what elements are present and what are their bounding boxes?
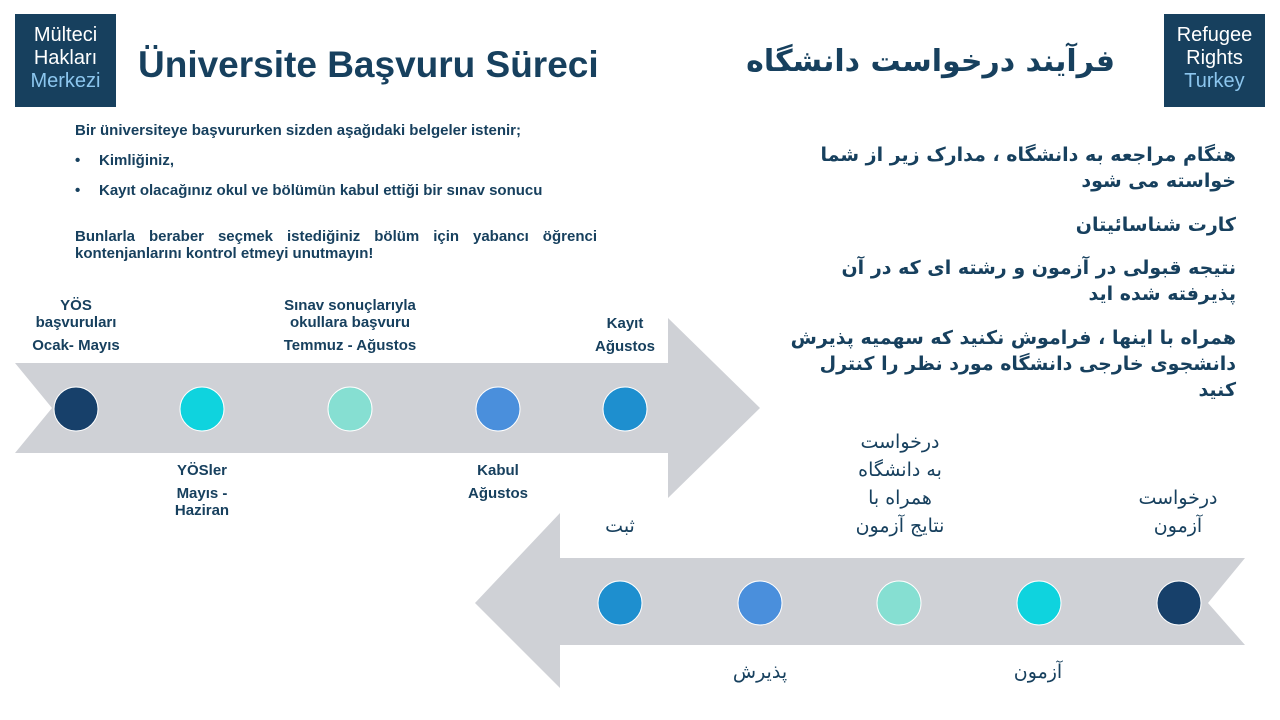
timeline-step-marker [603,387,647,431]
label-line: YÖSler [176,462,228,479]
tr-timeline-label [575,312,675,358]
logo-line: Rights [1186,47,1243,69]
label-line: آزمون [1013,661,1063,683]
label-line: به دانشگاه [858,459,942,481]
label-line: başvuruları [35,314,117,331]
timeline-step-marker [877,581,921,625]
fa-timeline-label [570,512,670,540]
label-line: Ağustos [595,338,655,355]
label-line: نتایج آزمون [855,515,945,537]
timeline-step-marker [180,387,224,431]
tr-timeline-label [14,294,138,357]
label-line: درخواست [860,431,940,453]
title-persian: فرآیند درخواست دانشگاه [746,44,1115,79]
logo-line: Merkezi [30,70,101,92]
label-line: okullara başvuru [289,314,411,331]
timeline-step-marker [598,581,642,625]
label-line: پذیرش [732,661,788,683]
logo-line: Turkey [1184,70,1245,92]
timeline-step-marker [738,581,782,625]
label-line: Kabul [477,462,519,479]
label-line: Ocak- Mayıs [32,337,120,354]
fa-bullet-item: نتیجه قبولی در آزمون و رشته ای که در آن پذیرفته شده اید [841,257,1236,305]
fa-timeline-label [1118,484,1238,540]
fa-bullet-item: کارت شناسائیتان [1075,214,1236,236]
timeline-step-marker [328,387,372,431]
fa-timeline-label [988,658,1088,686]
tr-timeline-label [152,459,252,522]
timeline-step-marker [1157,581,1201,625]
label-line: YÖS [60,297,92,314]
tr-bullet-item: • Kayıt olacağınız okul ve bölümün kabul ettiği bir sınav sonucu [75,182,545,199]
label-line: همراه با [868,487,932,509]
logo-line: Mülteci [33,24,98,46]
fa-note-text: همراه با اینها ، فراموش نکنید که سهمیه پذیرش دانشجوی خارجی دانشگاه مورد نظر را کنترل کنید [790,327,1236,401]
logo-line: Refugee [1176,24,1253,46]
timeline-step-marker [476,387,520,431]
logo-line: Hakları [33,47,98,69]
label-line: Kayıt [606,315,644,332]
label-line: آزمون [1153,515,1203,537]
tr-intro-text: Bir üniversiteye başvururken sizden aşağıdaki belgeler istenir; [75,122,522,139]
timeline-step-marker [1017,581,1061,625]
title-turkish: Üniversite Başvuru Süreci [138,44,599,85]
label-line: Haziran [174,502,230,519]
label-line: درخواست [1138,487,1218,509]
timeline-step-marker [54,387,98,431]
label-line: Ağustos [468,485,528,502]
label-line: Temmuz - Ağustos [283,337,417,354]
fa-timeline-label [710,658,810,686]
label-line: ثبت [605,515,635,537]
tr-bullet-item: • Kimliğiniz, [75,152,545,169]
tr-timeline-label [448,459,548,505]
label-line: Sınav sonuçlarıyla [284,297,416,314]
fa-timeline-label [830,428,970,540]
label-line: Mayıs - [176,485,228,502]
tr-timeline-label [265,294,435,357]
fa-intro-text: هنگام مراجعه به دانشگاه ، مدارک زیر از شما خواسته می شود [820,144,1236,192]
tr-note-text: Bunlarla beraber seçmek istediğiniz bölüm için yabancı öğrenci kontenjanlarını kontrol etmeyi unutmayın! [75,228,597,262]
